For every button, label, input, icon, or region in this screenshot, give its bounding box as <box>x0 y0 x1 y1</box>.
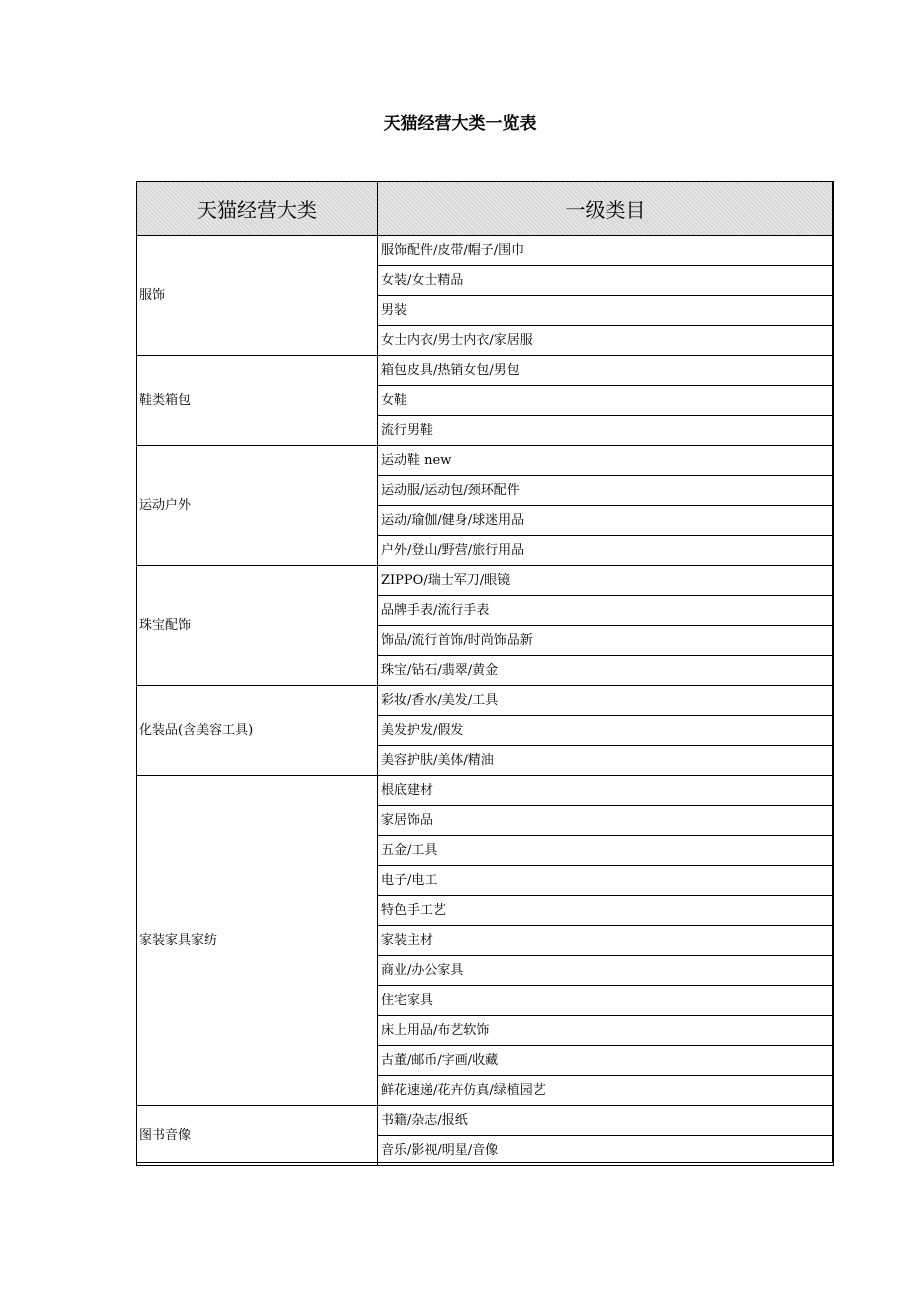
table-row <box>137 686 834 716</box>
major-category-cell: 珠宝配饰 <box>137 566 378 686</box>
major-category-cell: 化装品(含美容工具) <box>137 686 378 776</box>
sub-category-cell: 特色手工艺 <box>378 896 834 926</box>
sub-category-cell: 家居饰品 <box>378 806 834 836</box>
sub-category-cell: 女装/女士精品 <box>378 266 834 296</box>
sub-category-cell: 女士内衣/男士内衣/家居服 <box>378 326 834 356</box>
sub-category-cell: 电子/电工 <box>378 866 834 896</box>
sub-category-cell: 运动服/运动包/颈环配件 <box>378 476 834 506</box>
major-category-cell: 家装家具家纺 <box>137 776 378 1106</box>
table-row <box>137 446 834 476</box>
table-row <box>137 566 834 596</box>
sub-category-cell: 五金/工具 <box>378 836 834 866</box>
header-major-category: 天猫经营大类 <box>137 182 378 236</box>
table-header <box>137 182 834 236</box>
sub-category-cell: ZIPPO/瑞士军刀/眼镜 <box>378 566 834 596</box>
sub-category-cell: 彩妆/香水/美发/工具 <box>378 686 834 716</box>
sub-category-cell: 流行男鞋 <box>378 416 834 446</box>
table-row <box>137 356 834 386</box>
sub-category-cell: 箱包皮具/热销女包/男包 <box>378 356 834 386</box>
sub-category-cell: 书籍/杂志/报纸 <box>378 1106 834 1136</box>
sub-category-cell: 鲜花速递/花卉仿真/绿植园艺 <box>378 1076 834 1106</box>
sub-category-cell: 根底建材 <box>378 776 834 806</box>
major-category-cell: 图书音像 <box>137 1106 378 1166</box>
category-table <box>136 181 834 1166</box>
sub-category-cell: 饰品/流行首饰/时尚饰品新 <box>378 626 834 656</box>
header-row <box>137 182 834 236</box>
header-first-level-category: 一级类目 <box>378 182 834 236</box>
sub-category-cell: 女鞋 <box>378 386 834 416</box>
sub-category-cell: 床上用品/布艺软饰 <box>378 1016 834 1046</box>
sub-category-cell: 音乐/影视/明星/音像 <box>378 1136 834 1166</box>
page-title: 天猫经营大类一览表 <box>383 114 537 134</box>
sub-category-cell: 品牌手表/流行手表 <box>378 596 834 626</box>
sub-category-cell: 户外/登山/野营/旅行用品 <box>378 536 834 566</box>
major-category-cell: 服饰 <box>137 236 378 356</box>
sub-category-cell: 住宅家具 <box>378 986 834 1016</box>
table-row <box>137 1106 834 1136</box>
major-category-cell: 鞋类箱包 <box>137 356 378 446</box>
sub-category-cell: 男装 <box>378 296 834 326</box>
table-row <box>137 776 834 806</box>
sub-category-cell: 服饰配件/皮带/帽子/围巾 <box>378 236 834 266</box>
table-row <box>137 236 834 266</box>
sub-category-cell: 家装主材 <box>378 926 834 956</box>
sub-category-cell: 运动/瑜伽/健身/球迷用品 <box>378 506 834 536</box>
sub-category-cell: 美发护发/假发 <box>378 716 834 746</box>
sub-category-cell: 古董/邮币/字画/收藏 <box>378 1046 834 1076</box>
sub-category-cell: 商业/办公家具 <box>378 956 834 986</box>
sub-category-cell: 运动鞋 new <box>378 446 834 476</box>
sub-category-cell: 珠宝/钻石/翡翠/黄金 <box>378 656 834 686</box>
sub-category-cell: 美容护肤/美体/精油 <box>378 746 834 776</box>
major-category-cell: 运动户外 <box>137 446 378 566</box>
